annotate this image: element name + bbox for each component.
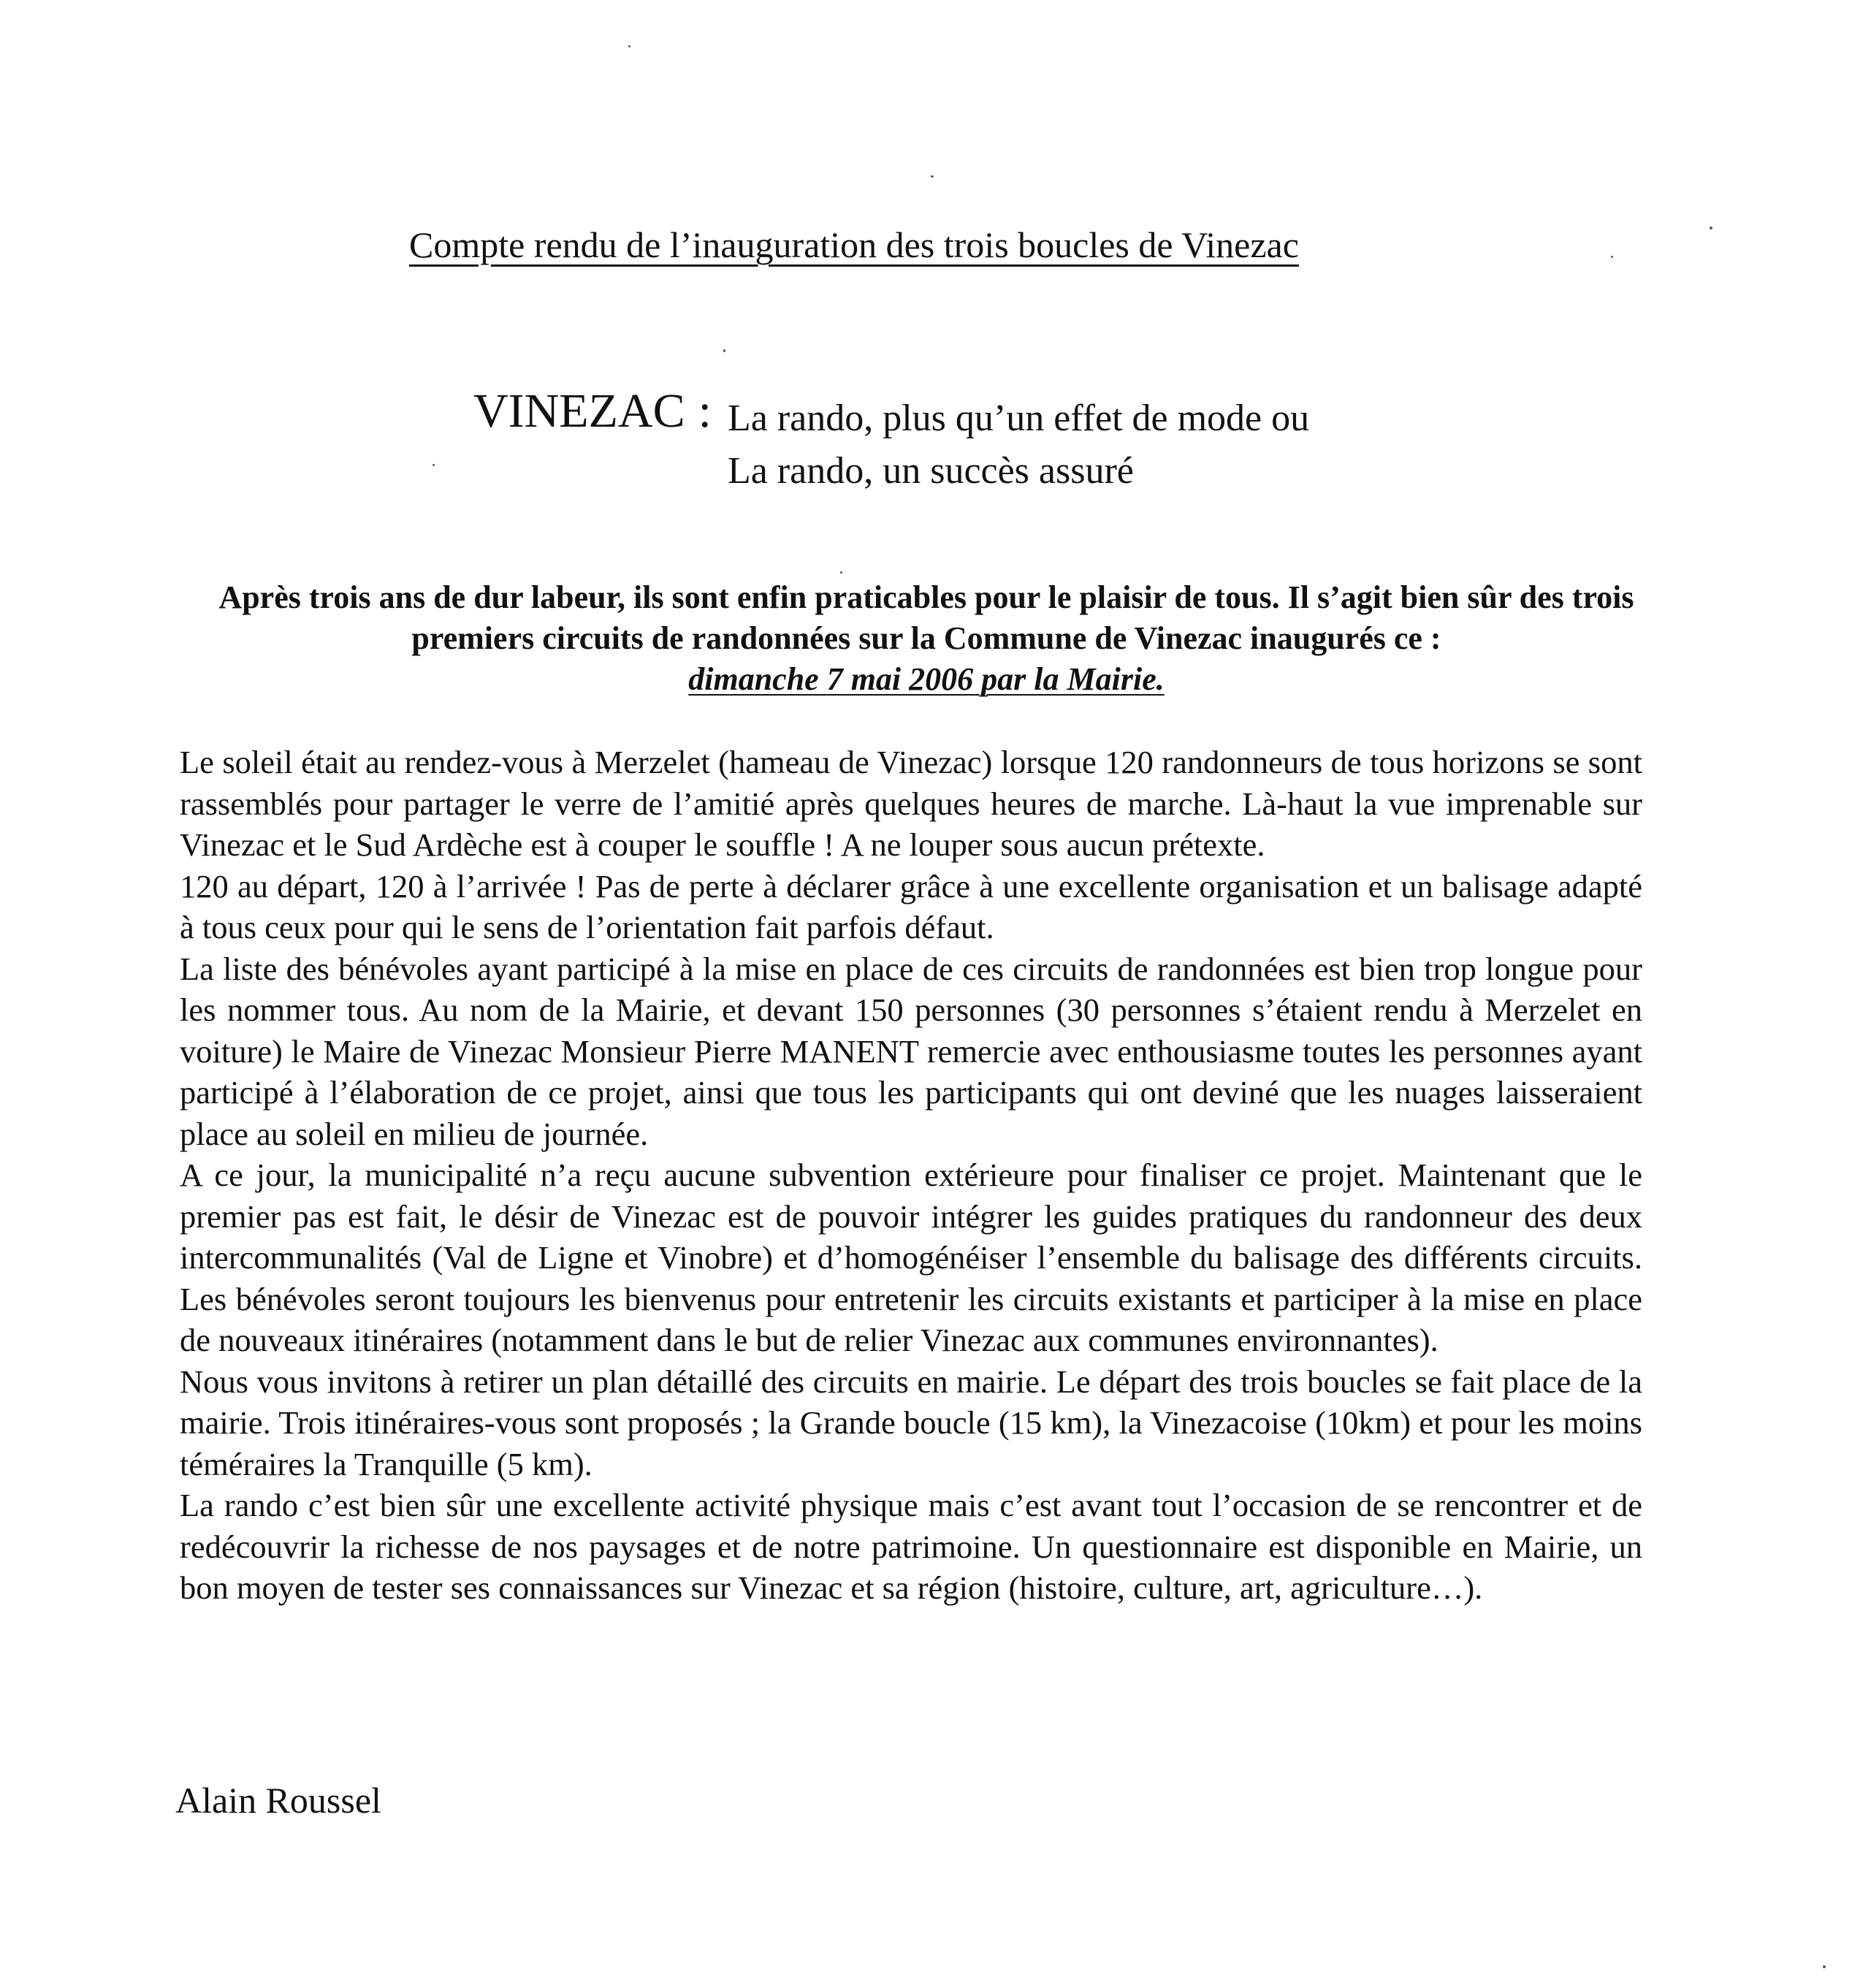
headline-line-2: La rando, un succès assuré: [727, 450, 1134, 492]
paragraph: La rando c’est bien sûr une excellente activité physique mais c’est avant tout l’occasion de se rencontrer et de redécouvrir la richesse de nos paysages et de notre patrimoine. Un questionnaire est disponible en Mairie, un bon moyen de tester ses connaissances sur Vinezac et sa région (histoire, culture, art, agriculture…).: [180, 1487, 1642, 1606]
scan-speck: [931, 175, 934, 178]
document-title: Compte rendu de l’inauguration des trois boucles de Vinezac: [409, 224, 1299, 265]
scan-speck: [723, 349, 725, 352]
scan-speck: [1611, 256, 1613, 258]
paragraph: La liste des bénévoles ayant participé à la mise en place de ces circuits de randonnées est bien trop longue pour les nommer tous. Au nom de la Mairie, et devant 150 personnes (30 personnes s’étaient rendu à Merzelet en voiture) le Maire de Vinezac Monsieur Pierre MANENT remercie avec enthousiasme toutes les personnes ayant participé à l’élaboration de ce projet, ainsi que tous les participants qui ont deviné que les nuages laisseraient place au soleil en milieu de journée.: [180, 950, 1642, 1152]
paragraph: 120 au départ, 120 à l’arrivée ! Pas de perte à déclarer grâce à une excellente organisation et un balisage adapté à tous ceux pour qui le sens de l’orientation fait parfois défaut.: [180, 867, 1642, 945]
scan-speck: [1710, 226, 1712, 229]
scan-speck: [628, 45, 630, 47]
headline-line-1: La rando, plus qu’un effet de mode ou: [727, 397, 1310, 439]
scan-speck: [840, 571, 842, 574]
paragraph: Nous vous invitons à retirer un plan détaillé des circuits en mairie. Le départ des trois boucles se fait place de la mairie. Trois itinéraires-vous sont proposés ; la Grande boucle (15 km), la Vinezacoise (10km) et pour les moins téméraires la Tranquille (5 km).: [180, 1363, 1642, 1482]
headline-town: VINEZAC: [473, 384, 685, 438]
scan-speck: [1823, 1965, 1826, 1968]
paragraph: Le soleil était au rendez-vous à Merzelet (hameau de Vinezac) lorsque 120 randonneurs de tous horizons se sont rassemblés pour partager le verre de l’amitié après quelques heures de marche. Là-haut la vue imprenable sur Vinezac et le Sud Ardèche est à couper le souffle ! A ne louper sous aucun prétexte.: [180, 744, 1642, 863]
lead-text: Après trois ans de dur labeur, ils sont enfin praticables pour le plaisir de tous. Il s’agit bien sûr des trois premiers circuits de randonnées sur la Commune de Vinezac inaugurés ce :: [218, 579, 1634, 656]
article-body: [180, 742, 1642, 1609]
lead-date: dimanche 7 mai 2006 par la Mairie.: [688, 661, 1165, 697]
lead-paragraph: [196, 577, 1657, 700]
scan-speck: [432, 464, 435, 466]
signature: Alain Roussel: [175, 1780, 381, 1821]
headline: [473, 384, 1309, 498]
headline-separator: :: [698, 384, 712, 438]
headline-lines: [728, 392, 1309, 498]
paragraph: A ce jour, la municipalité n’a reçu aucune subvention extérieure pour finaliser ce projet. Maintenant que le premier pas est fait, le désir de Vinezac est de pouvoir intégrer les guides pratiques du randonneur des deux intercommunalités (Val de Ligne et Vinobre) et d’homogénéiser l’ensemble du balisage des différents circuits. Les bénévoles seront toujours les bienvenus pour entretenir les circuits existants et participer à la mise en place de nouveaux itinéraires (notamment dans le but de relier Vinezac aux communes environnantes).: [180, 1157, 1642, 1358]
